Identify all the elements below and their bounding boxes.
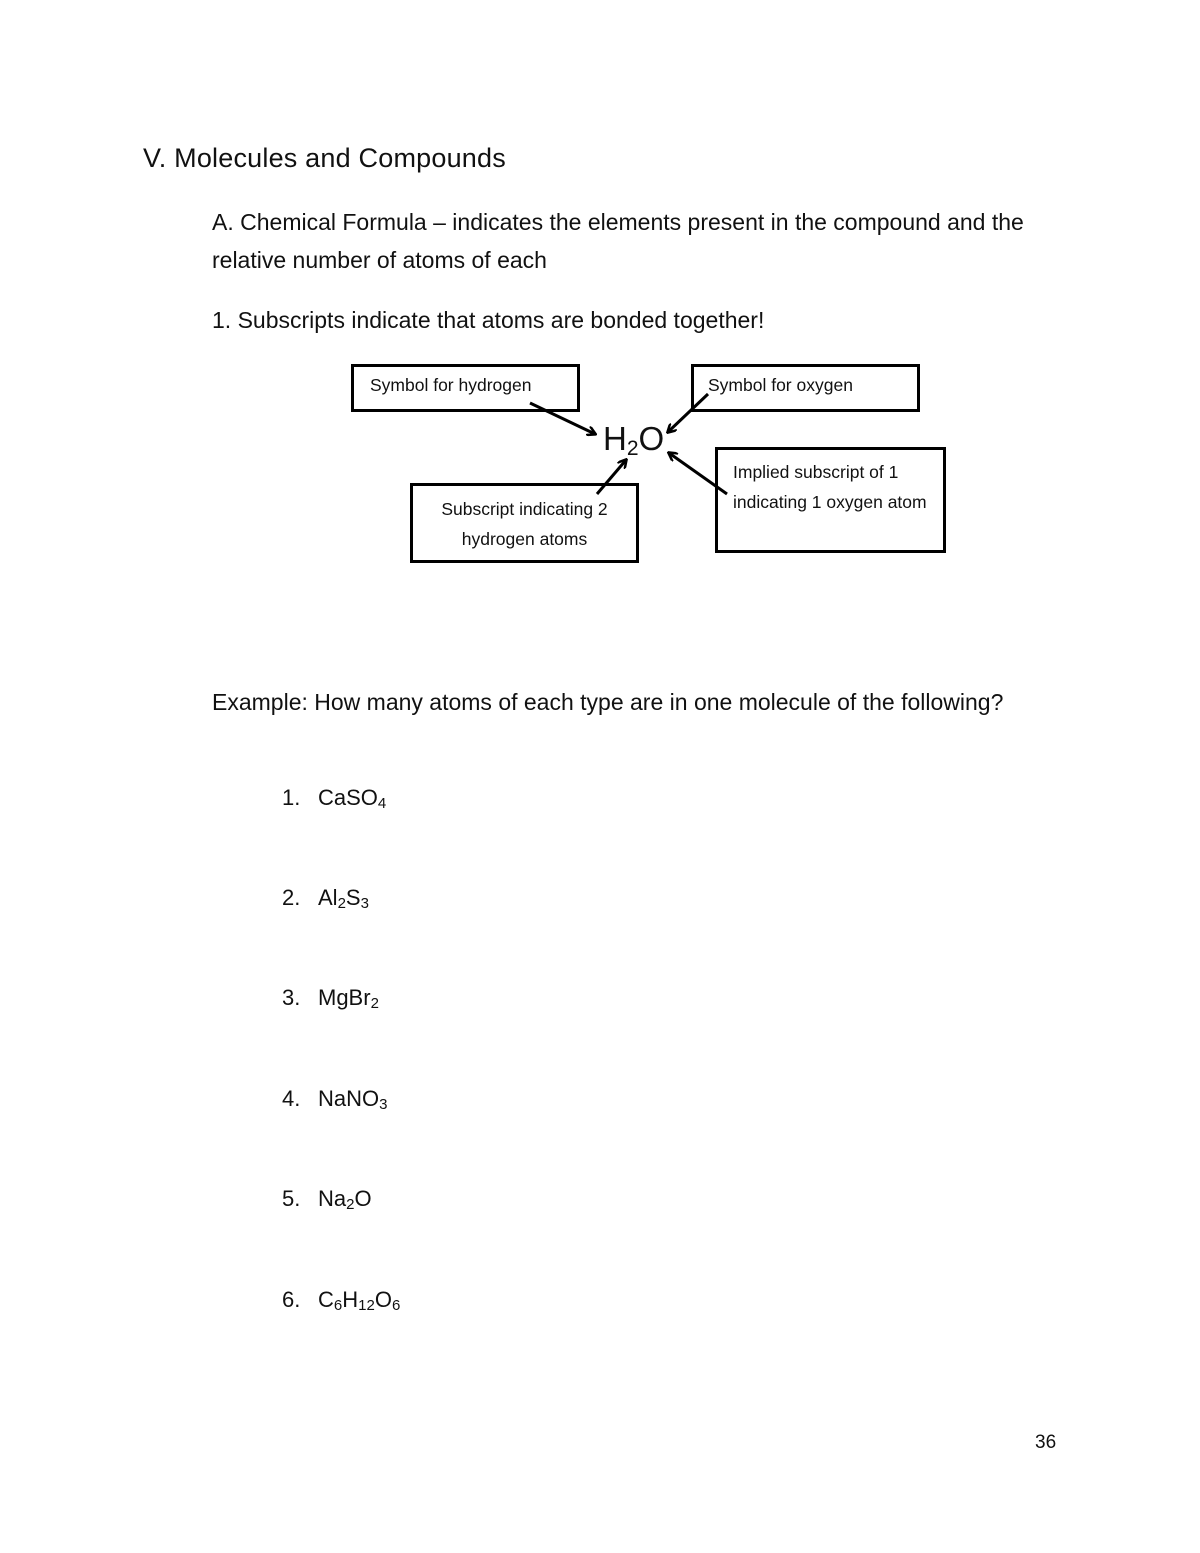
formula-subscript: 3 (379, 1096, 388, 1113)
question-number: 3. (282, 985, 301, 1010)
formula-symbol: NaNO (318, 1086, 380, 1111)
subscripts-point: 1. Subscripts indicate that atoms are bonded together! (212, 307, 765, 333)
question-number: 4. (282, 1086, 301, 1111)
question-number: 6. (282, 1287, 301, 1312)
question-item (282, 985, 379, 1012)
formula-subscript: 3 (360, 895, 369, 912)
question-formula (318, 1086, 387, 1111)
formula-symbol: Na (318, 1186, 347, 1211)
formula-symbol: C (318, 1287, 334, 1312)
formula-symbol: O (374, 1287, 392, 1312)
section-heading: V. Molecules and Compounds (143, 143, 506, 173)
formula-symbol: Al (318, 885, 338, 910)
question-formula (318, 885, 369, 910)
oxygen-label: Symbol for oxygen (708, 375, 853, 395)
formula-symbol: H (342, 1287, 359, 1312)
implied-subscript-label: Implied subscript of 1 indicating 1 oxygen atom (733, 462, 927, 512)
subscript-label: Subscript indicating 2 hydrogen atoms (441, 499, 608, 549)
formula-subscript: 2 (346, 1196, 355, 1213)
formula-subscript: 2 (337, 895, 346, 912)
question-item (282, 1086, 387, 1113)
question-formula (318, 985, 379, 1010)
formula-subscript: 2 (626, 437, 639, 460)
formula-symbol: CaSO (318, 785, 378, 810)
question-item (282, 785, 386, 812)
hydrogen-label: Symbol for hydrogen (370, 375, 532, 395)
question-item (282, 885, 369, 912)
formula-symbol: MgBr (318, 985, 371, 1010)
page-number: 36 (1035, 1432, 1057, 1453)
formula-hydrogen: H (603, 420, 627, 457)
example-prompt: Example: How many atoms of each type are in one molecule of the following? (212, 689, 1004, 715)
formula-subscript: 2 (370, 995, 379, 1012)
question-formula (318, 1186, 372, 1211)
question-formula (318, 1287, 400, 1312)
arrow-hydrogen (530, 403, 595, 434)
chemical-formula-definition: A. Chemical Formula – indicates the elements present in the compound and the relative number of atoms of each (212, 209, 1024, 273)
formula-oxygen: O (638, 420, 665, 457)
formula-subscript: 6 (333, 1297, 343, 1314)
formula-subscript: 4 (377, 795, 387, 812)
formula-subscript: 12 (358, 1297, 375, 1314)
arrow-implied (669, 453, 727, 494)
arrow-oxygen (668, 394, 708, 432)
question-formula (318, 785, 386, 810)
question-number: 2. (282, 885, 301, 910)
question-item (282, 1186, 372, 1213)
arrow-subscript (597, 460, 626, 494)
formula-symbol: S (345, 885, 361, 910)
question-number: 5. (282, 1186, 301, 1211)
formula-symbol: O (354, 1186, 372, 1211)
formula-subscript: 6 (391, 1297, 401, 1314)
question-item (282, 1287, 400, 1314)
question-number: 1. (282, 785, 301, 810)
